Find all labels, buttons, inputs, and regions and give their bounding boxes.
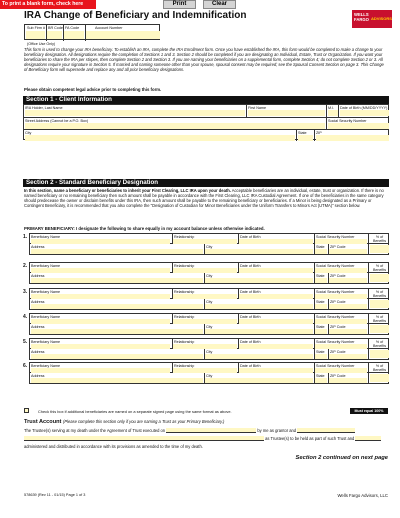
beneficiary-block <box>23 313 389 336</box>
beneficiary-name-label: Beneficiary Name <box>31 263 61 268</box>
address-input[interactable] <box>31 278 203 283</box>
wells-fargo-advisors-logo <box>352 10 392 28</box>
zip-label: ZIP Code <box>330 349 346 354</box>
address-input[interactable] <box>31 354 203 359</box>
address-label: Address <box>31 349 45 354</box>
state-input[interactable] <box>315 354 327 359</box>
city-label: City <box>206 324 213 329</box>
section2-instructions-body: Acceptable beneficiaries are an individual, estate, trust or organization. If there is no named beneficiary or no remaining beneficiary then such amount shall be payable in accordance with the First Clearing, LLC IRA Custodial Agreement. If one of the beneficiaries in the same category should predecease the owner or disclaim benefits under this IRA, then such amount shall be payable to the remaining beneficiary or beneficiaries. If a Minor is being designated as a Primary or Contingent Beneficiary, it is recommended that you also complete the "Designation of Custodian for Minor Beneficiaries under the Uniform Transfers to Minors Act (UTMA)" section below. <box>24 188 384 208</box>
city-input[interactable] <box>205 278 313 283</box>
ssn-label: Social Security Number <box>316 263 355 268</box>
state-label: State <box>316 349 325 354</box>
pct-benefits-label: % of Benefits <box>373 264 386 272</box>
beneficiary-row-2 <box>29 299 389 310</box>
beneficiary-number: 4. <box>23 314 28 320</box>
continued-note: Section 2 continued on next page <box>295 455 388 461</box>
sub-firm-input[interactable] <box>26 31 45 39</box>
trust-line-2 <box>24 436 381 441</box>
beneficiary-number: 2. <box>23 263 28 269</box>
beneficiary-name-label: Beneficiary Name <box>31 339 61 344</box>
city-label: City <box>206 273 213 278</box>
beneficiary-block <box>23 233 389 256</box>
dob-label: Date of Birth <box>240 234 261 239</box>
additional-beneficiaries-label: Check this box if additional beneficiaries are named on a separate signed page using the same format as above. <box>38 408 232 414</box>
state-label: State <box>316 324 325 329</box>
address-input[interactable] <box>31 378 203 383</box>
beneficiary-row-2 <box>29 373 389 384</box>
address-input[interactable] <box>31 304 203 309</box>
pct-benefits-input[interactable] <box>370 374 389 382</box>
state-input[interactable] <box>315 304 327 309</box>
beneficiary-number: 6. <box>23 363 28 369</box>
fa-code-label: FA Code <box>65 26 80 30</box>
intro-text: This form is used to change your IRA beneficiary. To establish an IRA, complete the IRA Enrollment form. Once you have established the IRA, this form would be completed to make a change to your beneficiary designation. All designations require the completion of Sections 1 and 3. Section 2 should be completed if you are designating an Individual, Estate, Trust or Organization. If you want your beneficiaries to share the IRA per stirpes, then complete Section 2 and Section 3. If you are naming your beneficiaries on a supplemental form, complete Section 4; do not complete Section 2 or 3. All designations require your signature in Section 5. If married and naming someone other than your spouse, spousal consent may be required; see the Spousal Consent Section on page 3. This Change of Beneficiary form will supersede and replace any and all prior beneficiary designations. <box>24 47 384 72</box>
pct-benefits-label: % of Benefits <box>373 315 386 323</box>
account-number-label: Account Number <box>95 26 123 30</box>
trust-line-1a: The Trustee(s) serving at my death under the Agreement of Trust executed on <box>24 428 166 433</box>
dob-label: Date of Birth <box>240 363 261 368</box>
pct-benefits-input[interactable] <box>370 325 389 333</box>
state-input[interactable] <box>315 378 327 383</box>
state-label: State <box>298 130 307 135</box>
street-address-label: Street Address (Cannot be a P.O. Box) <box>25 118 89 123</box>
zip-input[interactable] <box>329 249 367 254</box>
city-input[interactable] <box>25 135 295 141</box>
primary-beneficiary-header: PRIMARY BENEFICIARY: I designate the following to share equally in my account balance unless otherwise indicated. <box>24 226 265 231</box>
beneficiary-row-2 <box>29 324 389 335</box>
dob-label: Date of Birth (MM/DD/YYYY) <box>340 105 388 110</box>
logo-text-fargo: FARGO <box>354 16 369 22</box>
city-label: City <box>25 130 32 135</box>
trust-account-note: (Please complete this section only if you are naming a Trust as your Primary Beneficiary.) <box>62 419 225 424</box>
mi-label: M.I. <box>328 105 335 110</box>
mi-input[interactable] <box>328 110 338 116</box>
beneficiary-block <box>23 262 389 285</box>
must-equal-100-badge: Must equal 100% <box>350 408 388 414</box>
beneficiary-row-2 <box>29 349 389 360</box>
section2-header: Section 2 - Standard Beneficiary Designation <box>23 179 389 187</box>
address-input[interactable] <box>31 329 203 334</box>
beneficiary-block <box>23 288 389 311</box>
state-label: State <box>316 299 325 304</box>
address-label: Address <box>31 299 45 304</box>
beneficiary-block <box>23 338 389 361</box>
state-label: State <box>316 373 325 378</box>
relationship-label: Relationship <box>174 289 195 294</box>
zip-label: ZIP Code <box>330 273 346 278</box>
beneficiary-block <box>23 362 389 385</box>
ssn-label: Social Security Number <box>316 363 355 368</box>
city-input[interactable] <box>205 304 313 309</box>
relationship-label: Relationship <box>174 234 195 239</box>
beneficiary-row-1 <box>29 362 389 373</box>
city-input[interactable] <box>205 354 313 359</box>
section2-instructions <box>24 188 388 208</box>
state-input[interactable] <box>315 278 327 283</box>
city-label: City <box>206 373 213 378</box>
zip-label: ZIP <box>316 130 322 135</box>
trust-line-2-text: as Trustee(s) to be held as part of such Trust and <box>265 436 355 441</box>
trust-line-1 <box>24 428 355 433</box>
trust-account-heading <box>24 419 224 425</box>
state-input[interactable] <box>315 329 327 334</box>
zip-input[interactable] <box>329 378 367 383</box>
beneficiary-row-2 <box>29 244 389 255</box>
zip-label: ZIP Code <box>330 244 346 249</box>
form-id: 578639 (Rev 11 - 01/15) Page 1 of 3 <box>24 493 86 497</box>
beneficiary-name-label: Beneficiary Name <box>31 363 61 368</box>
logo-text-advisors: ADVISORS <box>371 16 392 21</box>
city-input[interactable] <box>205 329 313 334</box>
beneficiary-row-1 <box>29 288 389 299</box>
office-use-label: (Office Use Only) <box>27 41 56 46</box>
office-use-box <box>24 24 160 46</box>
relationship-label: Relationship <box>174 363 195 368</box>
first-name-input[interactable] <box>248 110 325 116</box>
pct-benefits-input[interactable] <box>370 274 389 282</box>
pct-benefits-input[interactable] <box>370 245 389 253</box>
state-input[interactable] <box>298 135 313 141</box>
beneficiary-row-1 <box>29 313 389 324</box>
trust-execution-date-input[interactable] <box>166 428 256 433</box>
last-name-input[interactable] <box>25 110 245 116</box>
section1-grid <box>23 104 389 140</box>
city-label: City <box>206 299 213 304</box>
city-label: City <box>206 244 213 249</box>
relationship-label: Relationship <box>174 263 195 268</box>
ssn-label: Social Security Number <box>316 289 355 294</box>
relationship-label: Relationship <box>174 339 195 344</box>
dob-label: Date of Birth <box>240 263 261 268</box>
br-code-label: BR Code <box>48 26 63 30</box>
beneficiary-row-1 <box>29 338 389 349</box>
address-label: Address <box>31 373 45 378</box>
beneficiary-name-label: Beneficiary Name <box>31 314 61 319</box>
zip-label: ZIP Code <box>330 299 346 304</box>
form-title: IRA Change of Beneficiary and Indemnification <box>24 10 247 21</box>
state-label: State <box>316 244 325 249</box>
pct-benefits-label: % of Benefits <box>373 364 386 372</box>
beneficiary-name-label: Beneficiary Name <box>31 234 61 239</box>
address-label: Address <box>31 244 45 249</box>
beneficiary-row-1 <box>29 262 389 273</box>
pct-benefits-label: % of Benefits <box>373 235 386 243</box>
additional-beneficiaries-checkbox[interactable] <box>24 408 29 413</box>
trust-grantor-input[interactable] <box>297 428 355 433</box>
state-input[interactable] <box>315 249 327 254</box>
legal-advice-note: Please obtain competent legal advice prior to completing this form. <box>24 87 162 92</box>
state-label: State <box>316 273 325 278</box>
dob-input[interactable] <box>340 110 389 116</box>
trust-line-3: administered and distributed in accordance with its provisions as amended to the time of my death. <box>24 444 203 449</box>
city-input[interactable] <box>205 378 313 383</box>
sub-firm-label: Sub Firm # <box>27 26 46 30</box>
first-name-label: First Name <box>248 105 267 110</box>
beneficiary-number: 3. <box>23 289 28 295</box>
pct-benefits-label: % of Benefits <box>373 290 386 298</box>
last-name-label: IRA Holder, Last Name <box>25 105 63 110</box>
zip-input[interactable] <box>329 329 367 334</box>
address-input[interactable] <box>31 249 203 254</box>
fa-code-input[interactable] <box>64 31 84 39</box>
beneficiary-name-label: Beneficiary Name <box>31 289 61 294</box>
logo-text-wells: WELLS <box>354 12 369 17</box>
dob-label: Date of Birth <box>240 339 261 344</box>
zip-input[interactable] <box>329 304 367 309</box>
account-number-input[interactable] <box>86 31 160 39</box>
section1-header: Section 1 - Client Information <box>23 96 389 104</box>
address-label: Address <box>31 273 45 278</box>
zip-input[interactable] <box>316 135 389 141</box>
ssn-label: Social Security Number <box>316 314 355 319</box>
trust-name-input[interactable] <box>355 436 381 441</box>
dob-label: Date of Birth <box>240 289 261 294</box>
company-name: Wells Fargo Advisors, LLC <box>337 493 388 498</box>
zip-label: ZIP Code <box>330 324 346 329</box>
zip-input[interactable] <box>329 354 367 359</box>
pct-benefits-input[interactable] <box>370 300 389 308</box>
city-input[interactable] <box>205 249 313 254</box>
city-label: City <box>206 349 213 354</box>
trust-account-title: Trust Account <box>24 419 62 425</box>
trust-line-1b: by me as grantor and <box>257 428 297 433</box>
beneficiary-number: 5. <box>23 339 28 345</box>
pct-benefits-input[interactable] <box>370 350 389 358</box>
br-code-input[interactable] <box>47 31 62 39</box>
ssn-label: Social Security Number <box>316 339 355 344</box>
ssn-label: Social Security Number <box>316 234 355 239</box>
relationship-label: Relationship <box>174 314 195 319</box>
zip-input[interactable] <box>329 278 367 283</box>
section2-instructions-bold: In this section, name a beneficiary or beneficiaries to inherit your First Clearing, LLC IRA upon your death. <box>24 188 231 193</box>
trustee-name-input[interactable] <box>24 436 264 441</box>
address-label: Address <box>31 324 45 329</box>
print-button[interactable]: Print <box>163 0 196 9</box>
beneficiary-row-1 <box>29 233 389 244</box>
beneficiary-row-2 <box>29 273 389 284</box>
pct-benefits-label: % of Benefits <box>373 340 386 348</box>
form-toolbar <box>0 0 400 9</box>
print-blank-form-link[interactable]: To print a blank form, check here <box>0 0 96 9</box>
clear-button[interactable]: Clear <box>203 0 236 9</box>
beneficiary-number: 1. <box>23 234 28 240</box>
ssn-label: Social Security Number <box>328 118 367 123</box>
dob-label: Date of Birth <box>240 314 261 319</box>
zip-label: ZIP Code <box>330 373 346 378</box>
